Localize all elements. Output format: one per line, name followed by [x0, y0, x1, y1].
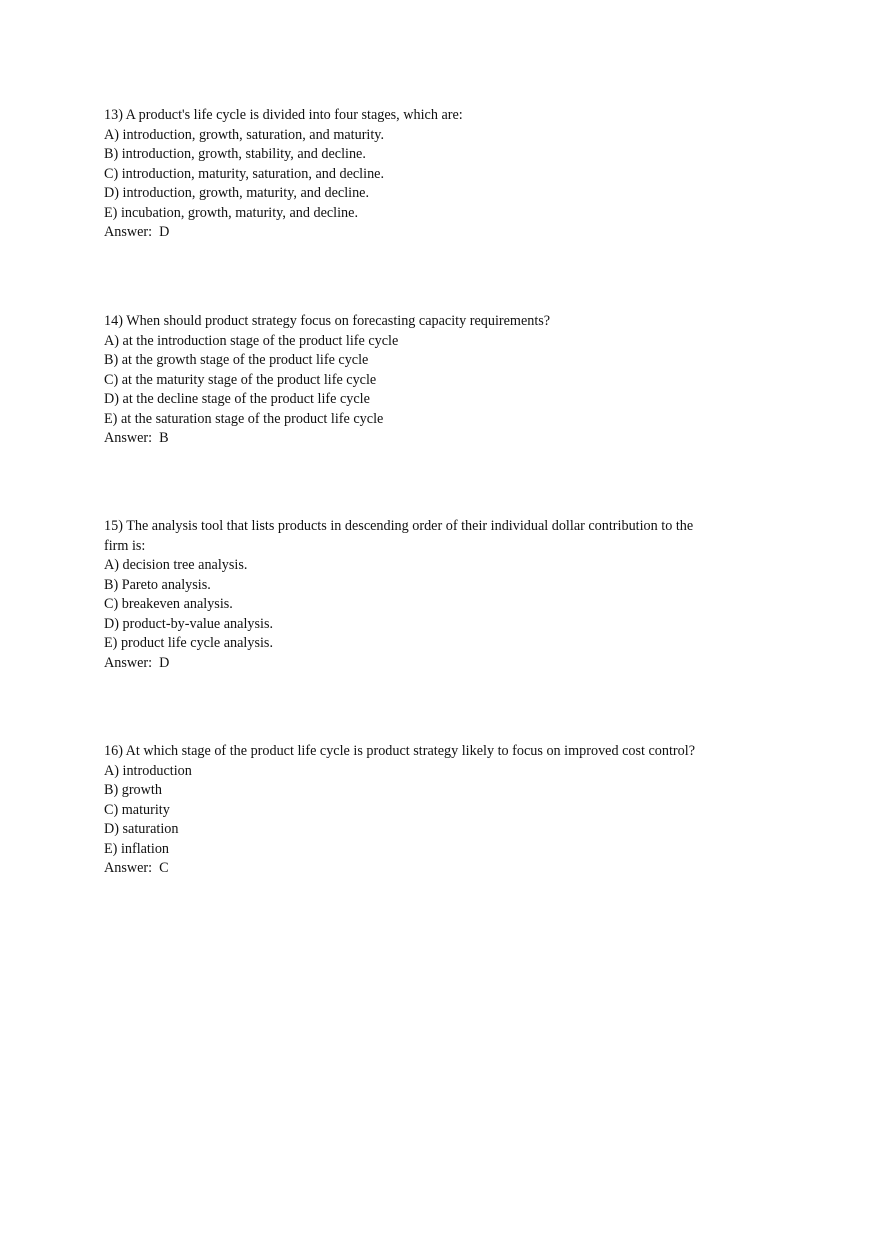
option-d: D) introduction, growth, maturity, and decline. [104, 185, 370, 201]
option-d: D) at the decline stage of the product life cycle [104, 391, 370, 407]
option-a: A) introduction, growth, saturation, and maturity. [104, 126, 385, 143]
question-16 [104, 742, 714, 879]
option-e: E) product life cycle analysis. [104, 635, 274, 651]
option-b: B) at the growth stage of the product life cycle [104, 352, 369, 368]
question-stem: 14) When should product strategy focus on forecasting capacity requirements? [104, 313, 551, 329]
answer-line: Answer: D [104, 654, 170, 671]
answer-line: Answer: D [104, 224, 170, 240]
question-stem: 16) At which stage of the product life cycle is product strategy likely to focus on improved cost control? [104, 743, 695, 759]
option-a: A) at the introduction stage of the product life cycle [104, 332, 399, 349]
option-b: B) growth [104, 782, 162, 798]
question-stem: 15) The analysis tool that lists products in descending order of their individual dollar contribution to the firm is: [104, 518, 694, 554]
option-c: C) breakeven analysis. [104, 596, 233, 612]
option-d: D) product-by-value analysis. [104, 615, 274, 632]
answer-line: Answer: C [104, 860, 169, 876]
option-b: B) Pareto analysis. [104, 576, 211, 593]
question-stem: 13) A product's life cycle is divided into four stages, which are: [104, 107, 463, 123]
option-c: C) at the maturity stage of the product life cycle [104, 371, 377, 388]
option-b: B) introduction, growth, stability, and decline. [104, 146, 366, 162]
option-c: C) maturity [104, 801, 170, 818]
option-e: E) inflation [104, 840, 170, 857]
option-e: E) incubation, growth, maturity, and decline. [104, 204, 358, 221]
option-d: D) saturation [104, 821, 179, 837]
question-13 [104, 106, 714, 243]
question-15 [104, 517, 714, 673]
option-a: A) introduction [104, 762, 192, 779]
question-14 [104, 312, 714, 449]
option-a: A) decision tree analysis. [104, 557, 248, 573]
option-c: C) introduction, maturity, saturation, and decline. [104, 165, 385, 182]
option-e: E) at the saturation stage of the product life cycle [104, 410, 384, 427]
answer-line: Answer: B [104, 430, 169, 446]
